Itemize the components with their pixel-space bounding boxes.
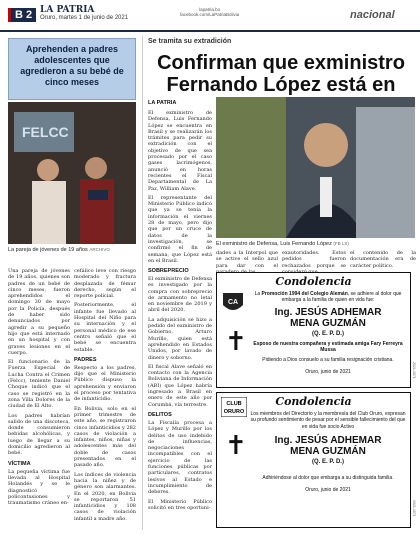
main-paragraph-4: La Fiscalía procesa a López y Murillo por los delitos de uso indebido de influencias, negociaciones incompatibles con el ejercicio de las funciones públicas por particulares, contratos lesivos al Estado e incumplimiento de deberes. bbox=[148, 419, 212, 496]
section-name: nacional bbox=[350, 9, 395, 21]
main-paragraph-7: exautoridades. Estos pedidos fueron rechazados porque se bbox=[282, 250, 346, 269]
cross-icon-1: ✝ bbox=[225, 327, 247, 357]
main-caption bbox=[216, 240, 415, 248]
prayer-text-2: Adhiriéndose al dolor que embarga a su distinguida familia. bbox=[262, 475, 394, 481]
rip-2: (Q. E. P. D.) bbox=[312, 459, 344, 465]
club-logo-icon bbox=[221, 397, 247, 417]
club-logo-text-1: CLUB bbox=[226, 401, 242, 407]
condolence-heading-2: Condolencia bbox=[275, 395, 352, 408]
rip-1: (Q. E. P. D.) bbox=[312, 331, 344, 337]
left-paragraph-2: El funcionario de la Fuerza Especial de Lucha Contra el Crimen (Felcc), teniente Daniel Choque indicó que el caso se registró en la zona Villa Dolores de la ciudad de El Alto. bbox=[8, 359, 70, 410]
ad-code-1: 2021-1071 bbox=[412, 362, 416, 379]
left-headline-box bbox=[8, 38, 136, 100]
left-paragraph-9: Los índices de violencia hacia la niñez y de género son alarmantes. En el 2020, en Bolivia se reportaron 51 infanticidios y 108 casos de violación infantil a madre año. bbox=[74, 471, 136, 522]
main-byline: LA PATRIA bbox=[148, 100, 177, 106]
intro-pre-1: La bbox=[254, 291, 261, 297]
svg-text:FELCC: FELCC bbox=[22, 124, 69, 140]
club-logo-text-2: ORURO bbox=[223, 409, 245, 415]
main-paragraph-6: dades a la Interpol que se active el sello azul para dar con el bbox=[216, 250, 278, 269]
left-paragraph-7: Respecto a los padres, dijo que el Ministerio Público dispuso la aprehensión y enviaron el proceso por tentativa de infanticidio. bbox=[74, 364, 136, 403]
left-paragraph-6: Posteriormente, el infante fue llevado al Hospital del Niño para su internación y el personal médico de ese centro señaló que el bebé se encuentra estable. bbox=[74, 302, 136, 353]
page-number: B 2 bbox=[8, 8, 36, 22]
main-paragraph-8: el contenido de la documentación era de carácter político. bbox=[350, 250, 416, 269]
condolence-notice-2 bbox=[216, 392, 411, 528]
left-caption bbox=[8, 246, 136, 254]
school-crest-icon bbox=[221, 291, 245, 315]
left-column-2 bbox=[74, 268, 136, 522]
sobreprecio-subhead: SOBREPRECIO bbox=[148, 268, 189, 274]
main-column-1 bbox=[148, 268, 212, 511]
header-divider bbox=[0, 30, 420, 32]
main-lead: El exministro de Defensa, Luis Fernando López se encuentra en Brasil y se realizarán los trámites para pedir su extradición con el objetivo de que sea procesado por el caso gases lacrimógenos, anunció en horas recientes el Fiscal Departamental de La Paz, William Alave. bbox=[148, 110, 212, 192]
main-kicker: Se tramita su extradición bbox=[148, 38, 232, 45]
condolence-heading-1: Condolencia bbox=[275, 275, 352, 288]
condolence-intro-2: Los miembros del Directorio y la membresía del Club Oruro, expresan su profundo sentimiento de pesar por el sensible fallecimiento del que en vida fue socio Activo bbox=[250, 411, 406, 430]
relation-text-1: Esposo de nuestra compañera y estimada amiga Fary Ferreyra Mussa bbox=[253, 341, 403, 354]
delitos-subhead: DELITOS bbox=[148, 411, 172, 418]
left-photo bbox=[8, 102, 136, 244]
main-paragraph-2: La adquisición se hizo a pedido del exministro de Gobierno, Arturo Murillo, quien está aprehendido en Estados Unidos, por lavado de dinero y soborno. bbox=[148, 316, 212, 361]
left-caption-text: La pareja de jóvenes de 19 años bbox=[8, 247, 88, 253]
deceased-name-1-line1: Ing. JESÚS ADHEMAR bbox=[274, 307, 382, 318]
newspaper-name: LA PATRIA bbox=[40, 5, 95, 15]
main-photo bbox=[216, 97, 415, 238]
condolence-intro-1 bbox=[249, 291, 407, 304]
left-headline: Aprehenden a padres adolescentes que agredieron a su bebé de cinco meses bbox=[20, 44, 124, 87]
main-lead-2: El representante del Ministerio Público indicó que ya se tenía la información el viernes 28 de mayo, pero dijo que por un cruce de datos de la investigación, se confirmó el fin de semana, que López está en el Brasil. bbox=[148, 194, 212, 264]
deceased-name-1 bbox=[249, 307, 407, 329]
left-paragraph-5: cefálico leve con riesgo moderado y fractura desplazada de fémur derecho, según el reporte policial. bbox=[74, 268, 136, 300]
minister-photo-icon bbox=[216, 97, 415, 238]
main-paragraph-3: El fiscal Alave señaló en contacto con la Agencia Boliviana de Información (ABI) que López habría ingresado a Brasil en enero de este año por Corumbá, vía terrestre. bbox=[148, 363, 212, 408]
main-caption-credit: (FB LS) bbox=[333, 241, 349, 246]
main-column-4 bbox=[350, 250, 416, 269]
school-crest-text: CA bbox=[227, 299, 239, 306]
left-column-1 bbox=[8, 268, 70, 506]
parents-subhead: PADRES bbox=[74, 356, 97, 363]
place-date-2: Oruro, junio de 2021 bbox=[305, 487, 351, 493]
header-web bbox=[180, 7, 239, 17]
place-date-1: Oruro, junio de 2021 bbox=[305, 369, 351, 375]
condolence-notice-1 bbox=[216, 272, 411, 388]
intro-bold-1: Promoción 1994 del Colegio Alemán bbox=[261, 291, 348, 297]
couple-photo-icon bbox=[8, 102, 136, 244]
deceased-name-2 bbox=[249, 435, 407, 457]
intro-post-1: , se adhiere al dolor que embarga a la familia de quien en vida fue: bbox=[281, 291, 402, 304]
page-header bbox=[0, 0, 420, 34]
left-paragraph-1: Una pareja de jóvenes de 19 años, quienes son padres de un bebé de cinco meses, fueron aprehendidos el domingo 30 de mayo por la Policía, después de haber sido denunciados por agredir a su pequeño hijo que está internado en un hospital y con graves lesiones en el cuerpo. bbox=[8, 268, 70, 356]
main-paragraph-1: El exministro de Defensa es investigado por la compra con sobreprecio de armamento no letal en noviembre de 2019 y abril del 2020. bbox=[148, 276, 212, 314]
facebook-link[interactable]: facebook.com/LaPatriaBolivia bbox=[180, 12, 240, 17]
deceased-name-1-line2: MENA GUZMÁN bbox=[290, 318, 366, 329]
left-paragraph-4: La pequeña víctima fue llevada al Hospital Holandés y se le diagnosticó policontusiones y traumatismo cráneo en- bbox=[8, 468, 70, 507]
left-paragraph-3: Los padres habrían salido de una discoteca, donde consumieron bebidas alcohólicas, y luego de llegar a su domicilio agredieron al bebé. bbox=[8, 412, 70, 457]
main-headline: Confirman que exministro Fernando López está en bbox=[157, 52, 405, 96]
website-link[interactable]: lapatria.bo bbox=[199, 7, 221, 12]
deceased-name-2-line2: MENA GUZMÁN bbox=[290, 446, 366, 457]
column-divider bbox=[142, 36, 143, 530]
left-caption-credit: ARCHIVO bbox=[89, 247, 110, 252]
ad-code-2: 2021-1071 bbox=[412, 500, 416, 517]
prayer-text-1: Pidiendo a Dios consuelo a su familia resignación cristiana. bbox=[262, 357, 394, 363]
main-paragraph-5: El Ministerio Público solicitó en tres oportuni- bbox=[148, 498, 212, 511]
main-lead-column bbox=[148, 110, 212, 264]
issue-date: Oruro, martes 1 de junio de 2021 bbox=[40, 15, 129, 21]
victim-subhead: VÍCTIMA bbox=[8, 460, 31, 467]
left-paragraph-8: En Bolivia, solo en el primer trimestre de este año, se registraron cinco infanticidios y 282 casos de violación a infantes, niños, niñas y adolescentes más del doble de casos presentados en el pasado año. bbox=[74, 405, 136, 469]
cross-icon-2: ✝ bbox=[225, 431, 247, 461]
deceased-name-2-line1: Ing. JESÚS ADHEMAR bbox=[274, 435, 382, 446]
main-caption-text: El exministro de Defensa, Luis Fernando López bbox=[216, 241, 332, 247]
